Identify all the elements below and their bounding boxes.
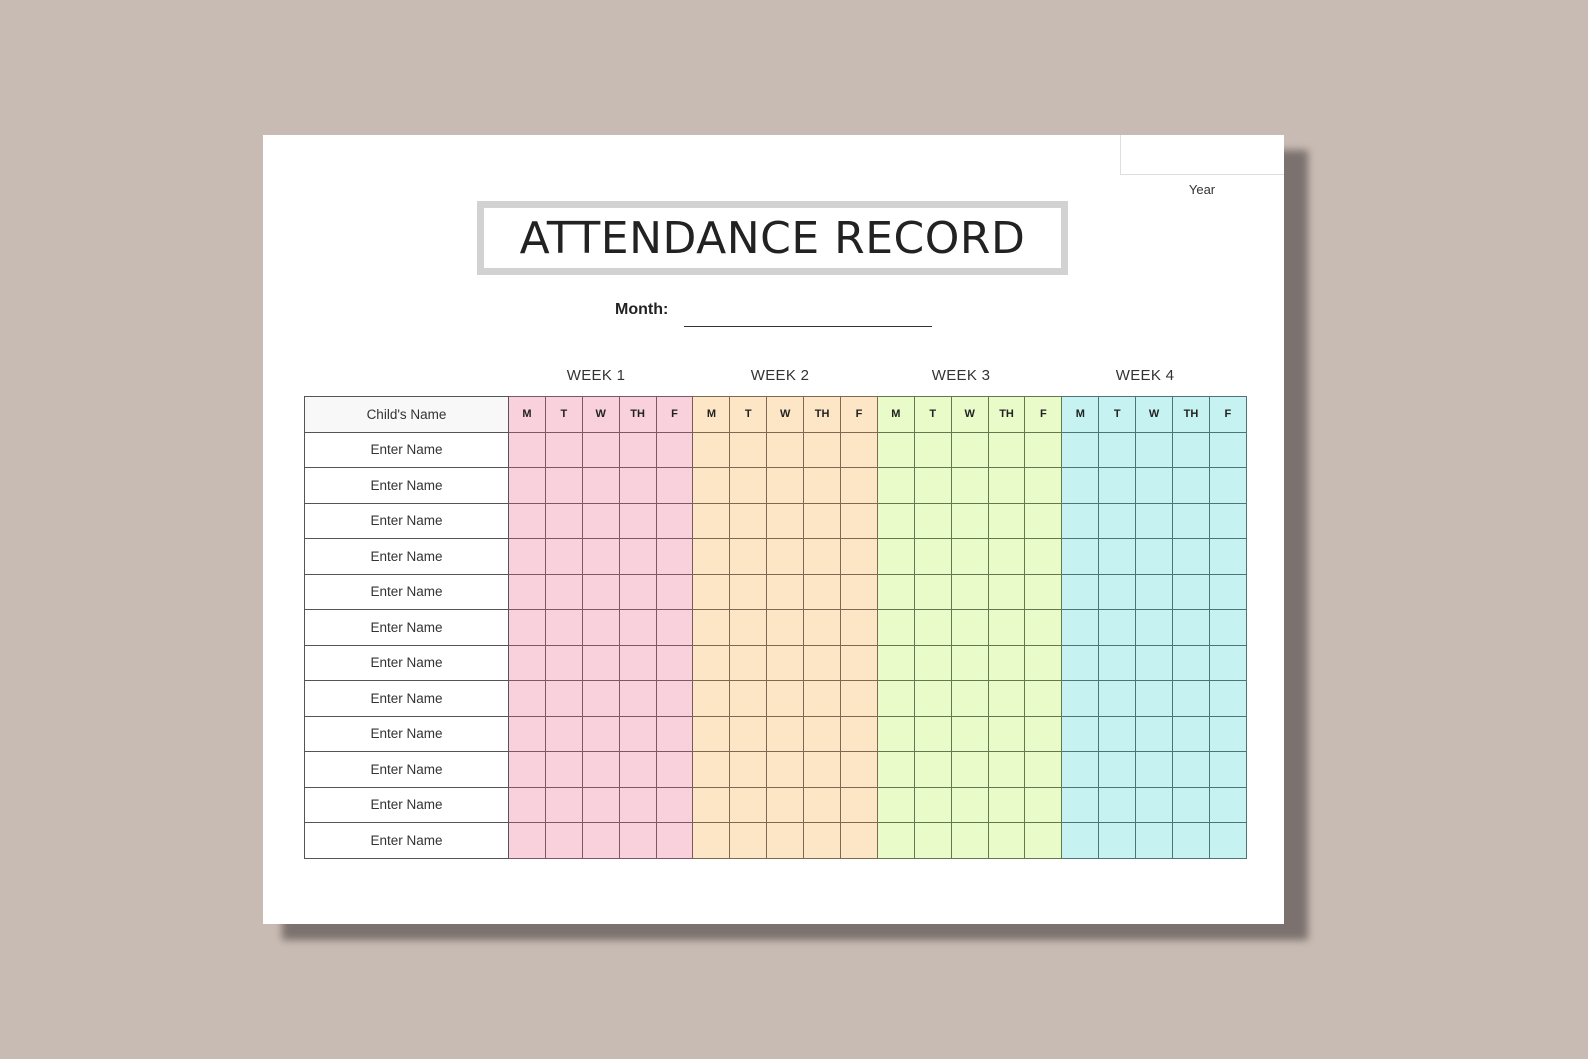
attendance-cell[interactable] — [1173, 823, 1210, 859]
attendance-cell[interactable] — [509, 681, 546, 717]
attendance-cell[interactable] — [1099, 610, 1136, 646]
attendance-cell[interactable] — [1099, 716, 1136, 752]
attendance-cell[interactable] — [1025, 503, 1062, 539]
attendance-cell[interactable] — [914, 681, 951, 717]
attendance-cell[interactable] — [545, 468, 582, 504]
attendance-cell[interactable] — [1173, 645, 1210, 681]
table-row — [305, 645, 1247, 681]
week-label-1: WEEK 1 — [566, 367, 626, 384]
attendance-cell[interactable] — [545, 716, 582, 752]
attendance-cell[interactable] — [914, 432, 951, 468]
week-3-day-header: W — [951, 397, 988, 433]
attendance-cell[interactable] — [877, 468, 914, 504]
attendance-cell[interactable] — [804, 503, 841, 539]
attendance-cell[interactable] — [545, 752, 582, 788]
attendance-cell[interactable] — [730, 539, 767, 575]
attendance-cell[interactable] — [1209, 574, 1246, 610]
attendance-cell[interactable] — [1136, 752, 1173, 788]
attendance-cell[interactable] — [877, 681, 914, 717]
month-label: Month: — [615, 301, 669, 318]
week-1-day-header: M — [509, 397, 546, 433]
attendance-cell[interactable] — [1062, 610, 1099, 646]
attendance-cell[interactable] — [988, 787, 1025, 823]
attendance-cell[interactable] — [619, 503, 656, 539]
week-3-day-header: M — [877, 397, 914, 433]
attendance-cell[interactable] — [656, 716, 693, 752]
attendance-cell[interactable] — [877, 787, 914, 823]
attendance-cell[interactable] — [656, 645, 693, 681]
attendance-cell[interactable] — [693, 716, 730, 752]
attendance-cell[interactable] — [951, 539, 988, 575]
attendance-cell[interactable] — [1173, 716, 1210, 752]
attendance-cell[interactable] — [1209, 503, 1246, 539]
attendance-cell[interactable] — [877, 432, 914, 468]
attendance-cell[interactable] — [545, 610, 582, 646]
attendance-cell[interactable] — [767, 574, 804, 610]
attendance-sheet — [263, 135, 1284, 924]
week-3-day-header: F — [1025, 397, 1062, 433]
attendance-cell[interactable] — [841, 539, 878, 575]
attendance-cell[interactable] — [1062, 503, 1099, 539]
attendance-cell[interactable] — [693, 503, 730, 539]
week-2-day-header: TH — [804, 397, 841, 433]
attendance-cell[interactable] — [1099, 681, 1136, 717]
attendance-cell[interactable] — [1099, 432, 1136, 468]
child-name-cell[interactable]: Enter Name — [305, 752, 509, 788]
attendance-cell[interactable] — [619, 574, 656, 610]
attendance-cell[interactable] — [1209, 645, 1246, 681]
attendance-cell[interactable] — [988, 681, 1025, 717]
attendance-cell[interactable] — [545, 645, 582, 681]
table-row — [305, 539, 1247, 575]
attendance-cell[interactable] — [509, 539, 546, 575]
attendance-cell[interactable] — [545, 681, 582, 717]
attendance-cell[interactable] — [509, 468, 546, 504]
page-title: ATTENDANCE RECORD — [519, 212, 1026, 264]
attendance-cell[interactable] — [545, 432, 582, 468]
attendance-cell[interactable] — [988, 823, 1025, 859]
attendance-cell[interactable] — [1136, 823, 1173, 859]
child-name-cell[interactable]: Enter Name — [305, 610, 509, 646]
attendance-cell[interactable] — [1099, 645, 1136, 681]
attendance-cell[interactable] — [509, 752, 546, 788]
week-4-day-header: M — [1062, 397, 1099, 433]
attendance-cell[interactable] — [841, 468, 878, 504]
week-label-4: WEEK 4 — [1115, 367, 1175, 384]
attendance-cell[interactable] — [509, 823, 546, 859]
attendance-cell[interactable] — [509, 787, 546, 823]
child-name-cell[interactable]: Enter Name — [305, 716, 509, 752]
attendance-cell[interactable] — [804, 539, 841, 575]
child-name-cell[interactable]: Enter Name — [305, 503, 509, 539]
name-column-header: Child's Name — [305, 397, 509, 433]
attendance-cell[interactable] — [656, 823, 693, 859]
attendance-cell[interactable] — [1136, 503, 1173, 539]
attendance-cell[interactable] — [1209, 787, 1246, 823]
attendance-cell[interactable] — [582, 716, 619, 752]
attendance-cell[interactable] — [730, 468, 767, 504]
attendance-cell[interactable] — [1099, 468, 1136, 504]
attendance-cell[interactable] — [1025, 752, 1062, 788]
table-row — [305, 610, 1247, 646]
attendance-cell[interactable] — [582, 468, 619, 504]
attendance-cell[interactable] — [767, 752, 804, 788]
week-1-day-header: T — [545, 397, 582, 433]
attendance-cell[interactable] — [767, 681, 804, 717]
attendance-cell[interactable] — [1099, 503, 1136, 539]
child-name-cell[interactable]: Enter Name — [305, 681, 509, 717]
attendance-cell[interactable] — [804, 752, 841, 788]
attendance-cell[interactable] — [582, 681, 619, 717]
attendance-cell[interactable] — [804, 681, 841, 717]
attendance-cell[interactable] — [693, 539, 730, 575]
attendance-cell[interactable] — [1173, 574, 1210, 610]
table-row — [305, 752, 1247, 788]
child-name-cell[interactable]: Enter Name — [305, 468, 509, 504]
attendance-cell[interactable] — [1025, 645, 1062, 681]
attendance-cell[interactable] — [582, 574, 619, 610]
attendance-cell[interactable] — [693, 681, 730, 717]
attendance-cell[interactable] — [1136, 610, 1173, 646]
week-4-day-header: TH — [1173, 397, 1210, 433]
attendance-cell[interactable] — [1173, 539, 1210, 575]
attendance-cell[interactable] — [1062, 681, 1099, 717]
attendance-cell[interactable] — [841, 645, 878, 681]
week-4-day-header: F — [1209, 397, 1246, 433]
week-4-day-header: W — [1136, 397, 1173, 433]
attendance-cell[interactable] — [693, 468, 730, 504]
attendance-cell[interactable] — [951, 716, 988, 752]
attendance-cell[interactable] — [1209, 681, 1246, 717]
attendance-cell[interactable] — [582, 539, 619, 575]
attendance-cell[interactable] — [730, 432, 767, 468]
attendance-cell[interactable] — [656, 539, 693, 575]
attendance-cell[interactable] — [693, 574, 730, 610]
attendance-cell[interactable] — [693, 610, 730, 646]
attendance-cell[interactable] — [951, 787, 988, 823]
attendance-cell[interactable] — [1025, 681, 1062, 717]
attendance-cell[interactable] — [804, 610, 841, 646]
attendance-cell[interactable] — [1173, 787, 1210, 823]
week-2-day-header: M — [693, 397, 730, 433]
attendance-cell[interactable] — [656, 752, 693, 788]
week-3-day-header: T — [914, 397, 951, 433]
child-name-cell[interactable]: Enter Name — [305, 787, 509, 823]
attendance-cell[interactable] — [767, 787, 804, 823]
attendance-cell[interactable] — [1099, 787, 1136, 823]
attendance-cell[interactable] — [1209, 539, 1246, 575]
attendance-cell[interactable] — [545, 539, 582, 575]
attendance-cell[interactable] — [1173, 681, 1210, 717]
attendance-cell[interactable] — [582, 432, 619, 468]
attendance-cell[interactable] — [730, 645, 767, 681]
week-1-day-header: F — [656, 397, 693, 433]
table-row — [305, 503, 1247, 539]
attendance-cell[interactable] — [1062, 752, 1099, 788]
attendance-cell[interactable] — [988, 503, 1025, 539]
attendance-cell[interactable] — [1062, 716, 1099, 752]
attendance-cell[interactable] — [656, 610, 693, 646]
attendance-cell[interactable] — [804, 468, 841, 504]
table-row — [305, 574, 1247, 610]
attendance-cell[interactable] — [582, 823, 619, 859]
attendance-cell[interactable] — [841, 752, 878, 788]
attendance-cell[interactable] — [988, 645, 1025, 681]
attendance-cell[interactable] — [841, 610, 878, 646]
attendance-cell[interactable] — [1173, 610, 1210, 646]
attendance-cell[interactable] — [656, 468, 693, 504]
attendance-cell[interactable] — [730, 610, 767, 646]
table-row — [305, 787, 1247, 823]
attendance-cell[interactable] — [988, 610, 1025, 646]
attendance-cell[interactable] — [804, 574, 841, 610]
attendance-cell[interactable] — [804, 645, 841, 681]
attendance-cell[interactable] — [582, 610, 619, 646]
attendance-cell[interactable] — [914, 468, 951, 504]
attendance-cell[interactable] — [767, 610, 804, 646]
attendance-cell[interactable] — [1136, 645, 1173, 681]
attendance-cell[interactable] — [656, 574, 693, 610]
attendance-cell[interactable] — [951, 610, 988, 646]
attendance-cell[interactable] — [988, 752, 1025, 788]
attendance-cell[interactable] — [1136, 716, 1173, 752]
attendance-cell[interactable] — [1209, 432, 1246, 468]
attendance-cell[interactable] — [1136, 539, 1173, 575]
attendance-cell[interactable] — [877, 503, 914, 539]
attendance-cell[interactable] — [877, 752, 914, 788]
attendance-table — [304, 396, 1247, 859]
attendance-cell[interactable] — [988, 432, 1025, 468]
attendance-cell[interactable] — [804, 432, 841, 468]
attendance-cell[interactable] — [1136, 574, 1173, 610]
attendance-cell[interactable] — [545, 787, 582, 823]
attendance-cell[interactable] — [509, 645, 546, 681]
attendance-cell[interactable] — [656, 681, 693, 717]
attendance-cell[interactable] — [877, 539, 914, 575]
attendance-cell[interactable] — [988, 716, 1025, 752]
attendance-cell[interactable] — [804, 787, 841, 823]
attendance-cell[interactable] — [1099, 539, 1136, 575]
attendance-cell[interactable] — [730, 574, 767, 610]
attendance-cell[interactable] — [767, 716, 804, 752]
week-2-day-header: T — [730, 397, 767, 433]
attendance-cell[interactable] — [877, 716, 914, 752]
attendance-cell[interactable] — [951, 645, 988, 681]
child-name-cell[interactable]: Enter Name — [305, 823, 509, 859]
attendance-cell[interactable] — [1136, 468, 1173, 504]
attendance-cell[interactable] — [1209, 716, 1246, 752]
attendance-cell[interactable] — [1209, 752, 1246, 788]
attendance-cell[interactable] — [730, 681, 767, 717]
attendance-cell[interactable] — [693, 787, 730, 823]
week-1-day-header: TH — [619, 397, 656, 433]
attendance-cell[interactable] — [619, 432, 656, 468]
attendance-cell[interactable] — [730, 503, 767, 539]
attendance-cell[interactable] — [877, 574, 914, 610]
attendance-cell[interactable] — [914, 645, 951, 681]
attendance-cell[interactable] — [545, 503, 582, 539]
attendance-cell[interactable] — [656, 787, 693, 823]
attendance-cell[interactable] — [767, 823, 804, 859]
table-header-row — [305, 397, 1247, 433]
attendance-cell[interactable] — [841, 823, 878, 859]
attendance-cell[interactable] — [545, 574, 582, 610]
attendance-cell[interactable] — [619, 468, 656, 504]
attendance-cell[interactable] — [730, 752, 767, 788]
attendance-cell[interactable] — [804, 716, 841, 752]
attendance-cell[interactable] — [582, 752, 619, 788]
attendance-cell[interactable] — [1062, 468, 1099, 504]
attendance-cell[interactable] — [1025, 468, 1062, 504]
attendance-cell[interactable] — [951, 503, 988, 539]
attendance-cell[interactable] — [619, 539, 656, 575]
attendance-cell[interactable] — [951, 432, 988, 468]
attendance-cell[interactable] — [619, 645, 656, 681]
attendance-cell[interactable] — [804, 823, 841, 859]
attendance-cell[interactable] — [509, 432, 546, 468]
attendance-cell[interactable] — [1025, 716, 1062, 752]
attendance-cell[interactable] — [619, 716, 656, 752]
attendance-cell[interactable] — [914, 823, 951, 859]
attendance-cell[interactable] — [841, 716, 878, 752]
attendance-cell[interactable] — [1099, 823, 1136, 859]
attendance-cell[interactable] — [1025, 610, 1062, 646]
attendance-cell[interactable] — [1025, 432, 1062, 468]
week-2-day-header: W — [767, 397, 804, 433]
attendance-cell[interactable] — [1025, 574, 1062, 610]
attendance-cell[interactable] — [767, 503, 804, 539]
attendance-cell[interactable] — [877, 610, 914, 646]
child-name-cell[interactable]: Enter Name — [305, 539, 509, 575]
attendance-cell[interactable] — [951, 468, 988, 504]
week-3-day-header: TH — [988, 397, 1025, 433]
attendance-cell[interactable] — [914, 503, 951, 539]
attendance-cell[interactable] — [1062, 787, 1099, 823]
attendance-cell[interactable] — [1173, 503, 1210, 539]
week-2-day-header: F — [841, 397, 878, 433]
attendance-cell[interactable] — [951, 681, 988, 717]
attendance-cell[interactable] — [767, 645, 804, 681]
attendance-cell[interactable] — [1099, 574, 1136, 610]
attendance-cell[interactable] — [1099, 752, 1136, 788]
year-field[interactable] — [1120, 135, 1284, 175]
title-frame — [477, 201, 1068, 275]
attendance-cell[interactable] — [509, 574, 546, 610]
attendance-cell[interactable] — [509, 716, 546, 752]
attendance-cell[interactable] — [988, 468, 1025, 504]
attendance-cell[interactable] — [656, 503, 693, 539]
attendance-cell[interactable] — [767, 432, 804, 468]
attendance-cell[interactable] — [1062, 823, 1099, 859]
attendance-cell[interactable] — [1209, 468, 1246, 504]
table-row — [305, 716, 1247, 752]
attendance-cell[interactable] — [1025, 787, 1062, 823]
child-name-cell[interactable]: Enter Name — [305, 574, 509, 610]
attendance-cell[interactable] — [1062, 645, 1099, 681]
attendance-cell[interactable] — [730, 823, 767, 859]
attendance-cell[interactable] — [1209, 823, 1246, 859]
attendance-cell[interactable] — [693, 823, 730, 859]
attendance-cell[interactable] — [656, 432, 693, 468]
attendance-cell[interactable] — [988, 539, 1025, 575]
attendance-cell[interactable] — [693, 645, 730, 681]
attendance-cell[interactable] — [1173, 752, 1210, 788]
attendance-cell[interactable] — [841, 432, 878, 468]
attendance-cell[interactable] — [914, 539, 951, 575]
attendance-cell[interactable] — [914, 574, 951, 610]
attendance-cell[interactable] — [767, 468, 804, 504]
attendance-cell[interactable] — [914, 752, 951, 788]
attendance-cell[interactable] — [693, 432, 730, 468]
table-row — [305, 681, 1247, 717]
attendance-cell[interactable] — [951, 823, 988, 859]
attendance-cell[interactable] — [619, 823, 656, 859]
attendance-cell[interactable] — [841, 503, 878, 539]
attendance-cell[interactable] — [582, 503, 619, 539]
attendance-cell[interactable] — [841, 574, 878, 610]
attendance-cell[interactable] — [1136, 681, 1173, 717]
attendance-cell[interactable] — [545, 823, 582, 859]
attendance-cell[interactable] — [1136, 787, 1173, 823]
attendance-cell[interactable] — [1025, 539, 1062, 575]
attendance-cell[interactable] — [619, 752, 656, 788]
attendance-cell[interactable] — [730, 787, 767, 823]
attendance-cell[interactable] — [582, 787, 619, 823]
attendance-cell[interactable] — [914, 787, 951, 823]
attendance-cell[interactable] — [1136, 432, 1173, 468]
table-row — [305, 432, 1247, 468]
attendance-cell[interactable] — [1025, 823, 1062, 859]
table-row — [305, 468, 1247, 504]
week-label-3: WEEK 3 — [931, 367, 991, 384]
week-4-day-header: T — [1099, 397, 1136, 433]
child-name-cell[interactable]: Enter Name — [305, 432, 509, 468]
week-label-2: WEEK 2 — [750, 367, 810, 384]
attendance-cell[interactable] — [730, 716, 767, 752]
attendance-cell[interactable] — [988, 574, 1025, 610]
attendance-cell[interactable] — [1173, 432, 1210, 468]
attendance-cell[interactable] — [914, 610, 951, 646]
attendance-cell[interactable] — [877, 823, 914, 859]
attendance-cell[interactable] — [619, 610, 656, 646]
week-1-day-header: W — [582, 397, 619, 433]
month-field[interactable] — [684, 326, 932, 327]
attendance-cell[interactable] — [1062, 574, 1099, 610]
attendance-cell[interactable] — [1173, 468, 1210, 504]
attendance-cell[interactable] — [1062, 539, 1099, 575]
attendance-cell[interactable] — [509, 610, 546, 646]
attendance-cell[interactable] — [841, 787, 878, 823]
attendance-cell[interactable] — [582, 645, 619, 681]
attendance-cell[interactable] — [619, 787, 656, 823]
attendance-cell[interactable] — [877, 645, 914, 681]
attendance-cell[interactable] — [951, 752, 988, 788]
attendance-cell[interactable] — [951, 574, 988, 610]
attendance-cell[interactable] — [509, 503, 546, 539]
attendance-cell[interactable] — [619, 681, 656, 717]
attendance-cell[interactable] — [1209, 610, 1246, 646]
attendance-cell[interactable] — [914, 716, 951, 752]
attendance-cell[interactable] — [767, 539, 804, 575]
attendance-cell[interactable] — [841, 681, 878, 717]
table-row — [305, 823, 1247, 859]
child-name-cell[interactable]: Enter Name — [305, 645, 509, 681]
attendance-cell[interactable] — [693, 752, 730, 788]
attendance-cell[interactable] — [1062, 432, 1099, 468]
year-label: Year — [1188, 182, 1216, 197]
